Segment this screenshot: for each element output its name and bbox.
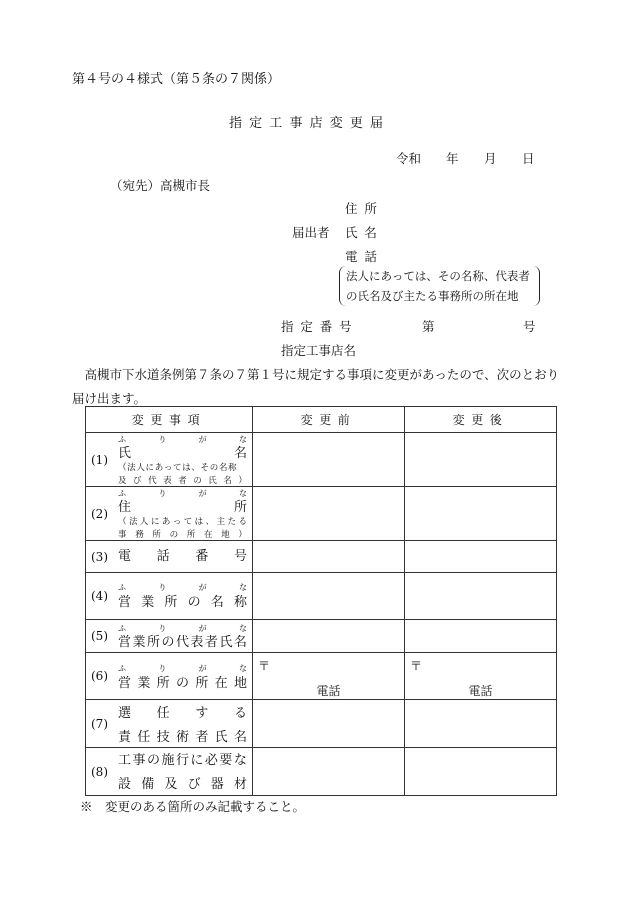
after-value-cell[interactable] [405, 433, 557, 487]
row-number: (7) [91, 716, 108, 731]
table-row [86, 487, 557, 541]
after-value-cell[interactable] [405, 541, 557, 573]
applicant-address-label: 住所 [345, 201, 384, 216]
applicant-label: 届出者 [292, 225, 330, 240]
row-number: (8) [91, 764, 108, 779]
item-label-phone: 電 話 番 号 [118, 549, 247, 564]
after-value-cell[interactable] [405, 487, 557, 541]
after-value-cell[interactable] [405, 573, 557, 620]
after-value-cell[interactable] [405, 700, 557, 748]
row-number: (4) [91, 589, 108, 603]
furigana: ふ り が な [118, 435, 247, 444]
furigana: ふ り が な [118, 664, 247, 673]
designation-number-label: 指定番号 [281, 319, 359, 334]
item-label-office-name: 営 業 所 の 名 称 [118, 595, 247, 610]
table-header-row [86, 407, 557, 433]
before-value-cell[interactable] [253, 573, 405, 620]
addressee: （宛先）高槻市長 [110, 178, 211, 193]
table-row [86, 653, 557, 700]
item-note-line2: 事 務 所 の 所 在 地 ） [118, 529, 247, 540]
change-table [85, 406, 557, 796]
item-note-line1: （ 法 人 に あ っ て は 、 主 た る [118, 517, 247, 527]
furigana: ふ り が な [118, 489, 247, 498]
row-number: (2) [91, 506, 108, 521]
row-number: (3) [91, 549, 108, 564]
date-month: 月 [484, 151, 497, 166]
phone-label: 電話 [316, 684, 341, 698]
furigana: ふ り が な [118, 624, 247, 633]
item-label-line2: 責 任 技 術 者 氏 名 [118, 730, 247, 745]
table-row [86, 433, 557, 487]
after-value-cell[interactable] [405, 653, 557, 700]
before-value-cell[interactable] [253, 748, 405, 796]
item-note-line2: 及 び 代 表 者 の 氏 名 ） [118, 475, 247, 486]
body-text: 高槻市下水道条例第７条の７第１号に規定する事項に変更があったので、次のとおり届け出ます。 [72, 367, 560, 406]
contractor-name-label: 指定工事店名 [281, 343, 357, 358]
postal-mark: 〒 [410, 659, 423, 673]
item-label-address: 住 所 [118, 500, 247, 515]
before-value-cell[interactable] [253, 620, 405, 653]
designation-number-suffix: 号 [523, 319, 536, 334]
table-row [86, 573, 557, 620]
form-number: 第４号の４様式（第５条の７関係） [72, 72, 281, 87]
table-row [86, 700, 557, 748]
before-value-cell[interactable] [253, 700, 405, 748]
header-change-item: 変更事項 [86, 407, 253, 433]
table-row [86, 620, 557, 653]
item-label-line1: 選 任 す る [118, 706, 247, 721]
date-day: 日 [522, 151, 535, 166]
page-title: 指定工事店変更届 [229, 116, 391, 131]
item-label-line1: 工 事 の 施 行 に 必 要 な [118, 753, 247, 768]
before-value-cell[interactable] [253, 653, 405, 700]
applicant-phone-label: 電話 [345, 249, 384, 264]
date-year: 年 [446, 151, 459, 166]
corporation-note-line2: の氏名及び主たる事務所の所在地 [346, 289, 519, 303]
furigana: ふ り が な [118, 583, 247, 592]
corporation-note-line1: 法人にあっては、その名称、代表者 [346, 269, 530, 283]
item-label-office-location: 営 業 所 の 所 在 地 [118, 676, 247, 691]
postal-mark: 〒 [258, 659, 271, 673]
phone-label: 電話 [468, 684, 493, 698]
after-value-cell[interactable] [405, 620, 557, 653]
corporation-note-bracket [339, 266, 540, 306]
before-value-cell[interactable] [253, 487, 405, 541]
table-row [86, 541, 557, 573]
applicant-name-label: 氏名 [345, 225, 384, 240]
header-before: 変更前 [253, 407, 405, 433]
item-label-name: 氏 名 [118, 446, 247, 461]
row-number: (6) [91, 669, 108, 683]
designation-number-prefix: 第 [422, 319, 435, 334]
footnote: ※ 変更のある箇所のみ記載すること。 [80, 799, 306, 814]
row-number: (5) [91, 629, 108, 643]
before-value-cell[interactable] [253, 541, 405, 573]
item-note-line1: （法人にあっては、その名称 [118, 463, 238, 473]
item-label-office-representative: 営 業 所 の 代 表 者 氏 名 [118, 635, 247, 650]
after-value-cell[interactable] [405, 748, 557, 796]
item-label-line2: 設 備 及 び 器 材 [118, 777, 247, 792]
table-row [86, 748, 557, 796]
header-after: 変更後 [405, 407, 557, 433]
row-number: (1) [91, 452, 108, 467]
before-value-cell[interactable] [253, 433, 405, 487]
date-era: 令和 [396, 151, 422, 166]
